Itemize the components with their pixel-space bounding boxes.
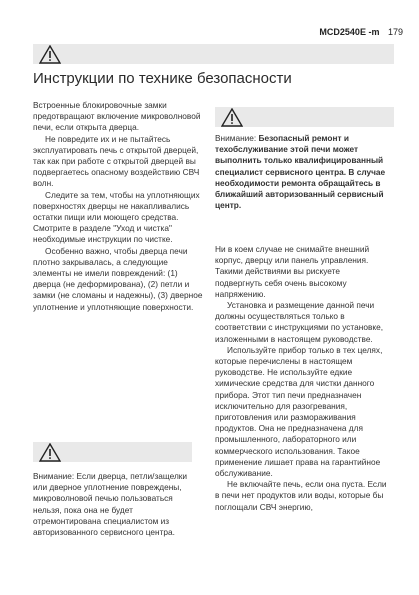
right-column [215, 244, 387, 513]
page-number: 179 [387, 27, 403, 37]
left-warning-band [33, 442, 192, 462]
model-name: MCD2540E -m [319, 27, 380, 37]
warning-emphasis: Безопасный ремонт и техобслуживание этой печи может выполнить только квалифицированный специалист сервисного центра. В случае необходимости ремонта обращайтесь в ближайший авторизованный сервисный центр. [215, 133, 386, 211]
right-paragraph-4: Не включайте печь, если она пуста. Если в печи нет продуктов или воды, которые бы поглощали СВЧ энергию, [215, 479, 387, 512]
right-warning-text [215, 133, 387, 211]
left-warning-paragraph: Внимание: Если дверца, петли/защелки или дверное уплотнение повреждены, микроволновой печью пользоваться нельзя, пока она не будет отремонтирована специалистом из авторизованного сервисного центра. [33, 471, 188, 538]
page-title: Инструкции по технике безопасности [33, 70, 292, 87]
left-warning-text [33, 471, 197, 538]
warning-triangle-icon [221, 108, 243, 127]
warning-triangle-icon [39, 443, 61, 462]
left-paragraph-1: Встроенные блокировочные замки предотвращают включение микроволновой печи, если открыта дверца. [33, 100, 201, 133]
warning-triangle-icon [39, 45, 61, 64]
left-column [33, 100, 203, 313]
right-paragraph-2: Установка и размещение данной печи должны осуществляться только в соответствии с инструкциями по установке, изложенными в настоящем руководстве. [215, 300, 384, 344]
right-paragraph-1: Ни в коем случае не снимайте внешний корпус, дверцу или панель управления. Такими действиями вы рискуете подвергнуть себя очень высокому напряжению. [215, 244, 370, 299]
page-header [319, 27, 403, 37]
warning-lead: Внимание: [215, 133, 259, 143]
right-warning-paragraph [215, 133, 387, 211]
right-paragraph-3: Используйте прибор только в тех целях, которые перечислены в настоящем руководстве. Не используйте едкие химические средства для чистки данного прибора. Этот тип печи предназначен исключительно для разогревания, приготовления или размораживания продуктов. Она не предназначена для промышленного, лабораторного или коммерческого использования. Такое применение лишает права на гарантийное обслуживание. [215, 344, 383, 479]
right-warning-band [215, 107, 394, 127]
left-paragraph-4: Особенно важно, чтобы дверца печи плотно закрывалась, а следующие элементы не имели повреждений: (1) дверца (не деформирована), (2) петли и замки (не сломаны и надежны), (3) дверное уплотнение и уплотняющие поверхности. [33, 245, 203, 312]
left-paragraph-3: Следите за тем, чтобы на уплотняющих поверхностях дверцы не накапливались остатки пищи или моющего средства. Смотрите в разделе "Уход и чистка" необходимые инструкции по чистке. [33, 189, 200, 245]
left-paragraph-2: Не повредите их и не пытайтесь эксплуатировать печь с открытой дверцей, так как при работе с открытой дверцей вы подвергаетесь опасному воздействию СВЧ волн. [33, 133, 200, 189]
title-warning-band [33, 44, 394, 64]
